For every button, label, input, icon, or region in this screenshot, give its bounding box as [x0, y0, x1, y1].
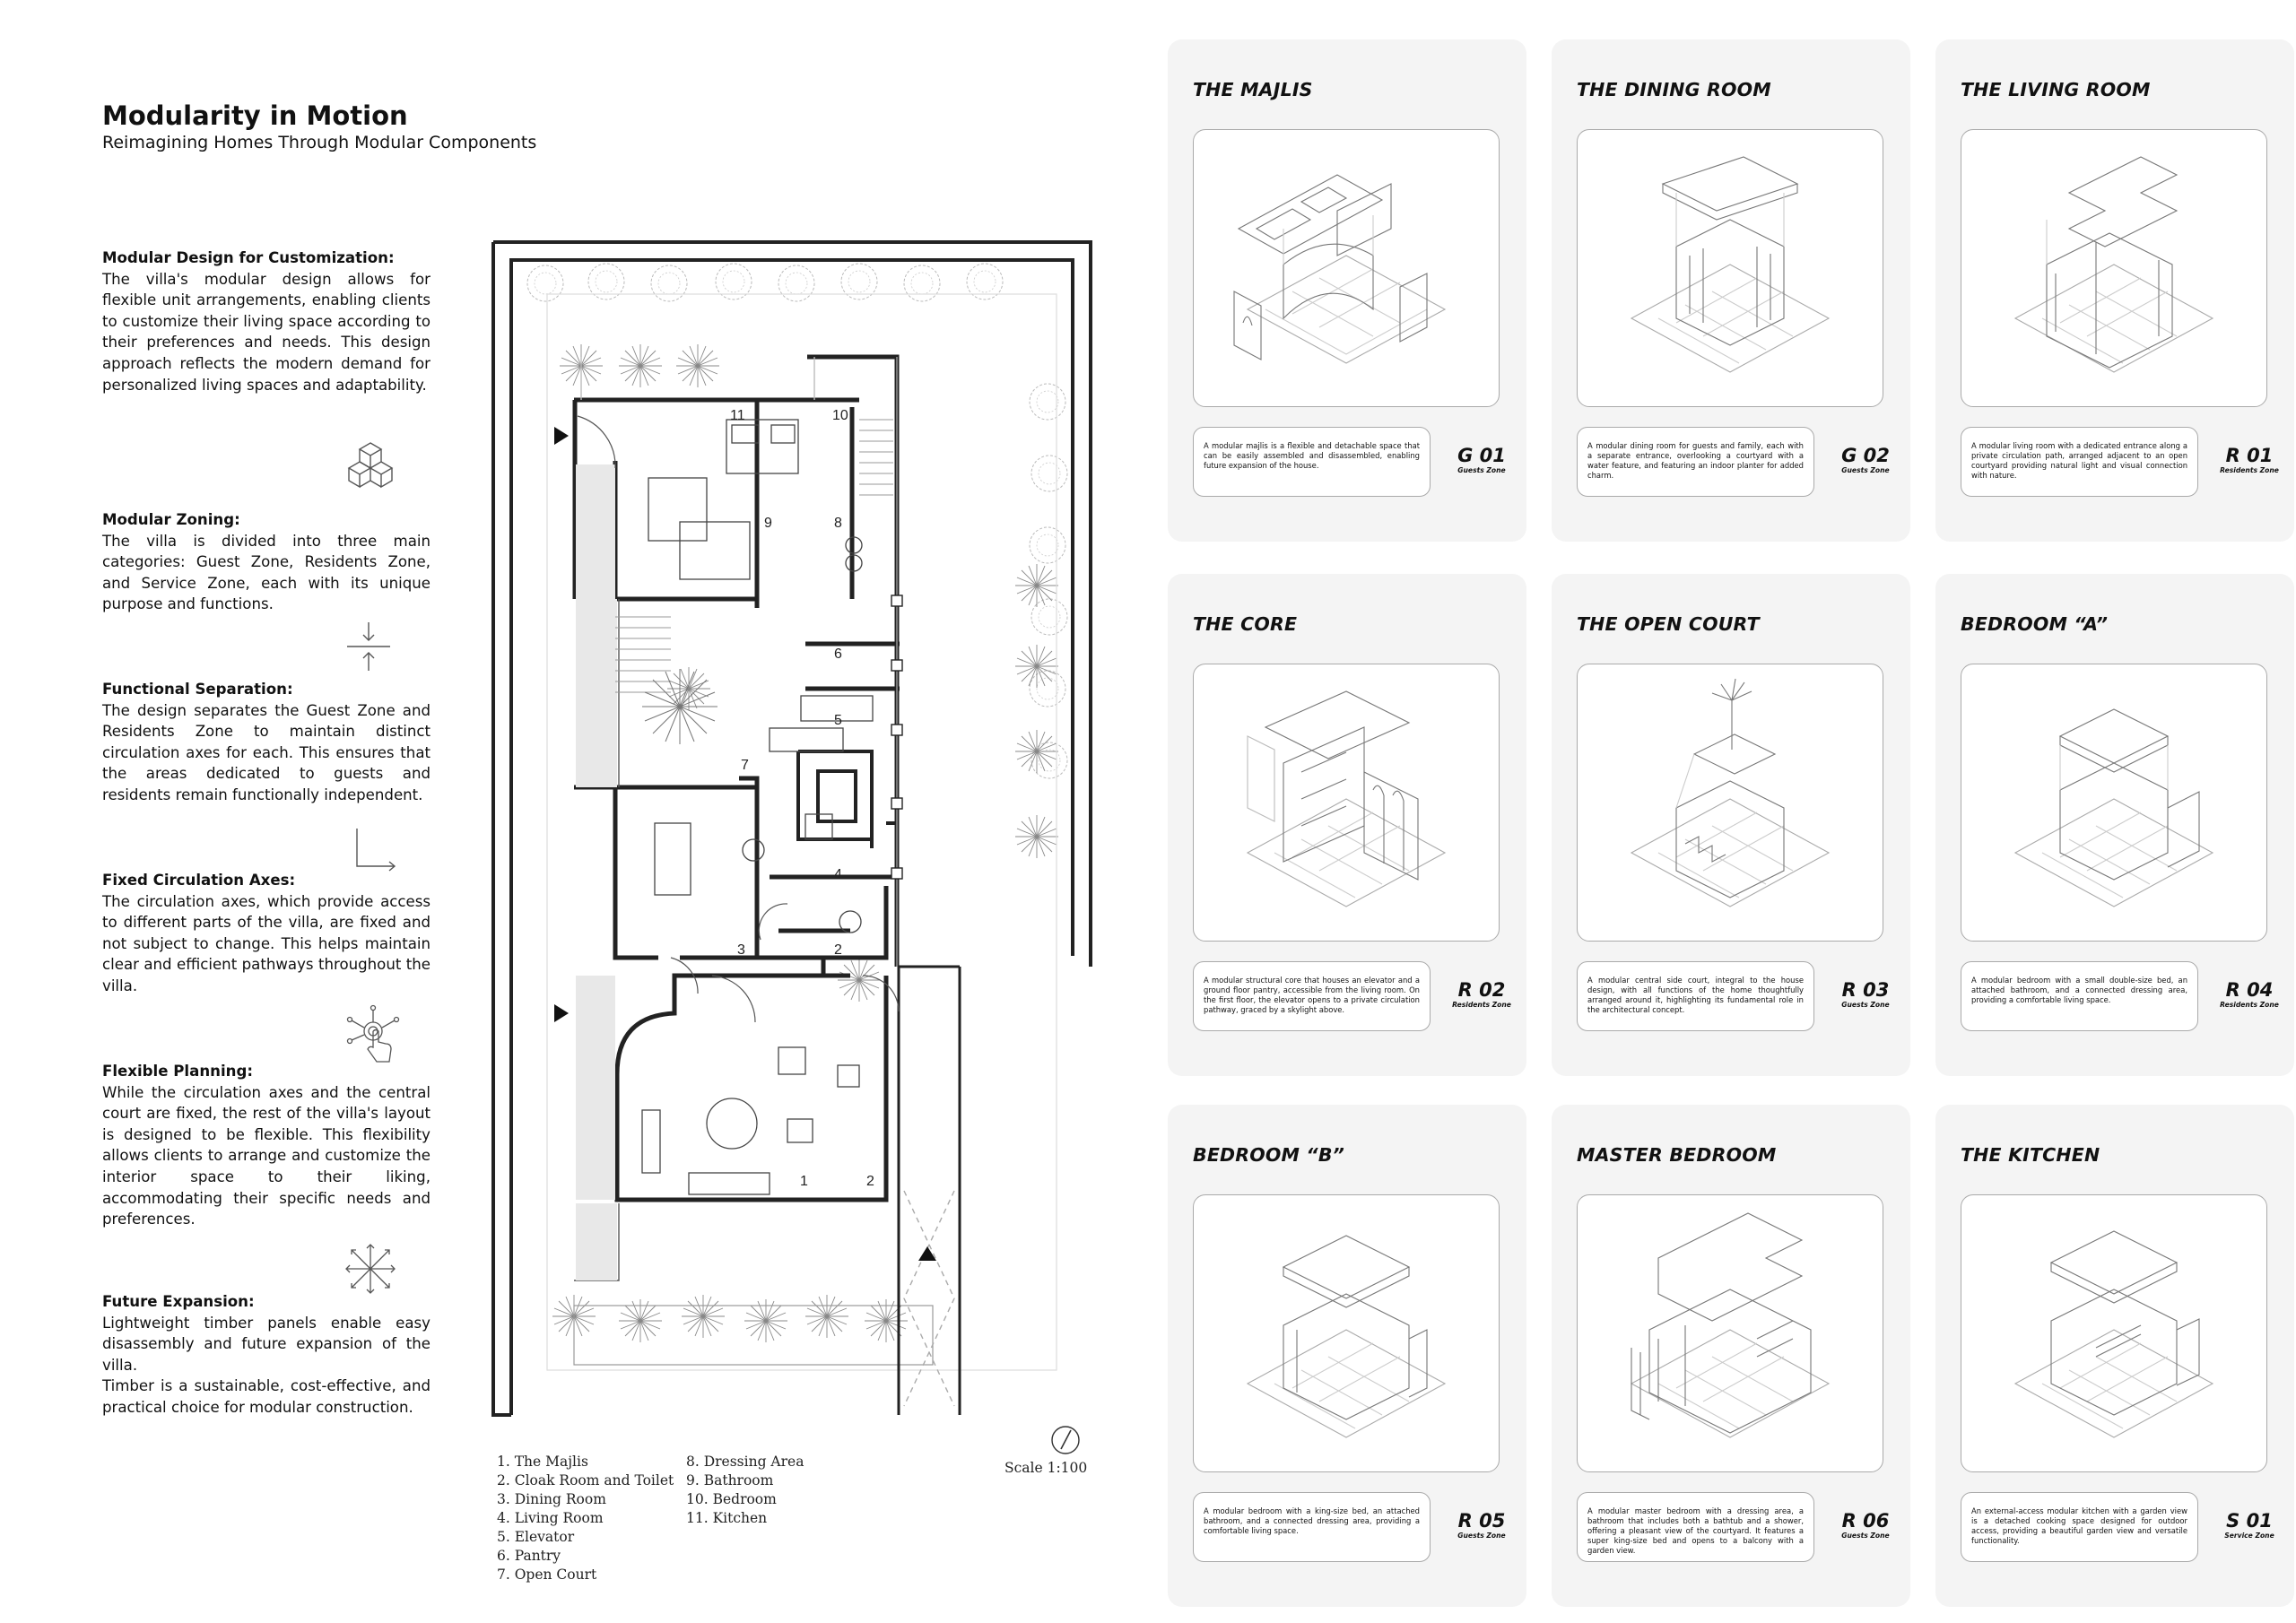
card-code-block: [1437, 979, 1526, 1009]
card-illustration: [1961, 1194, 2267, 1472]
plan-legend-col1: [497, 1453, 674, 1584]
legend-item: 5. Elevator: [497, 1529, 575, 1545]
card-code: G 02: [1841, 445, 1890, 466]
section-body: Lightweight timber panels enable easy disassembly and future expansion of the villa.: [102, 1314, 430, 1374]
card-title: BEDROOM “B”: [1193, 1144, 1345, 1166]
card-living-room: [1935, 39, 2294, 542]
section-modular-zoning: [102, 509, 430, 615]
legend-item: 11. Kitchen: [686, 1510, 768, 1526]
card-zone: Residents Zone: [2220, 466, 2279, 474]
card-description: An external-access modular kitchen with a garden view is a detached cooking space designed for outdoor access, providing a beautiful garden view and versatile functionality.: [1961, 1492, 2198, 1562]
section-future-expansion: [102, 1291, 430, 1419]
card-title: THE OPEN COURT: [1577, 613, 1760, 635]
section-heading: Modular Zoning:: [102, 511, 240, 528]
room-number: 11: [730, 408, 745, 423]
court-palm: [642, 669, 718, 744]
section-body: The design separates the Guest Zone and Residents Zone to maintain distinct circulation axes for each. This ensures that the areas dedicated to guests and residents remain functionally independent.: [102, 701, 430, 803]
kitchen-isometric: [1961, 1195, 2266, 1471]
floor-plan: [491, 240, 1101, 1444]
majlis-isometric: [1194, 130, 1499, 406]
card-code-block: [1821, 445, 1910, 474]
north-arrow-icon: [1049, 1424, 1082, 1456]
expand-arrows-icon: [341, 1239, 400, 1298]
section-functional-separation: [102, 679, 430, 806]
card-code: G 01: [1457, 445, 1506, 466]
living-isometric: [1961, 130, 2266, 406]
legend-item: 10. Bedroom: [686, 1491, 777, 1507]
garden-palms: [552, 344, 1058, 1342]
card-title: THE CORE: [1193, 613, 1298, 635]
card-code: R 05: [1457, 1510, 1506, 1532]
section-body: While the circulation axes and the central court are fixed, the rest of the villa's layout is designed to be flexible. This flexibility allows clients to arrange and customize the interior space to their liking, accommodating their specific needs and preferences.: [102, 1083, 430, 1228]
card-code-block: [1437, 1510, 1526, 1540]
page-title: Modularity in Motion: [102, 100, 408, 131]
room-number: 2: [834, 942, 842, 958]
card-dining-room: [1552, 39, 1910, 542]
room-number: 5: [834, 713, 842, 728]
card-description: A modular living room with a dedicated entrance along a private circulation path, arranged adjacent to an open courtyard providing natural light and visual connection with nature.: [1961, 427, 2198, 497]
card-illustration: [1193, 1194, 1500, 1472]
section-body: The villa is divided into three main categories: Guest Zone, Residents Zone, and Service Zone, each with its unique purpose and functions.: [102, 532, 430, 613]
card-description: A modular bedroom with a king-size bed, an attached bathroom, and a connected dressing area, providing a comfortable living space.: [1193, 1492, 1431, 1562]
legend-item: 4. Living Room: [497, 1510, 604, 1526]
card-description: A modular central side court, integral to the house design, with all functions of the home thoughtfully arranged around it, highlighting its fundamental role in the architectural concept.: [1577, 961, 1814, 1031]
dining-isometric: [1578, 130, 1883, 406]
card-bedroom-a: [1935, 574, 2294, 1076]
legend-item: 8. Dressing Area: [686, 1454, 804, 1470]
page-subtitle: Reimagining Homes Through Modular Components: [102, 133, 537, 152]
room-number: 4: [834, 867, 842, 882]
section-body: The circulation axes, which provide access to different parts of the villa, are fixed and not subject to change. This helps maintain clear and efficient pathways throughout the villa.: [102, 892, 430, 994]
room-number: 3: [737, 942, 745, 958]
court-isometric: [1578, 664, 1883, 941]
room-number: 7: [741, 758, 749, 773]
separation-arrows-icon: [344, 621, 394, 673]
axes-icon: [350, 827, 400, 873]
card-code-block: [1821, 1510, 1910, 1540]
section-heading: Future Expansion:: [102, 1293, 255, 1310]
legend-item: 2. Cloak Room and Toilet: [497, 1472, 674, 1488]
card-code: R 03: [1841, 979, 1890, 1001]
card-code: R 01: [2225, 445, 2274, 466]
card-zone: Guests Zone: [1841, 1001, 1890, 1009]
card-illustration: [1577, 664, 1883, 942]
section-body-2: Timber is a sustainable, cost-effective, and practical choice for modular construction.: [102, 1377, 430, 1416]
card-illustration: [1577, 1194, 1883, 1472]
room-number: 1: [800, 1174, 808, 1189]
section-body: The villa's modular design allows for flexible unit arrangements, enabling clients to customize their living space according to their preferences and needs. This design approach reflects the modern demand for personalized living spaces and adaptability.: [102, 270, 430, 394]
card-zone: Guests Zone: [1457, 1532, 1506, 1540]
card-description: A modular structural core that houses an elevator and a ground floor pantry, accessible from the living room. On the first floor, the elevator opens to a private circulation pathway, graced by a skylight above.: [1193, 961, 1431, 1031]
card-zone: Residents Zone: [2220, 1001, 2279, 1009]
card-description: A modular master bedroom with a dressing area, a bathroom that includes both a bathtub and a shower, offering a pleasant view of the courtyard. It features a super king-size bed and opens to a balcony with a garden view.: [1577, 1492, 1814, 1562]
card-code-block: [1437, 445, 1526, 474]
card-illustration: [1961, 664, 2267, 942]
card-zone: Guests Zone: [1841, 466, 1890, 474]
master-bedroom-isometric: [1578, 1195, 1883, 1471]
section-flexible-planning: [102, 1061, 430, 1230]
section-heading: Fixed Circulation Axes:: [102, 872, 296, 889]
bedroom-a-isometric: [1961, 664, 2266, 941]
room-number: 10: [832, 408, 848, 423]
card-zone: Service Zone: [2224, 1532, 2274, 1540]
card-description: A modular dining room for guests and family, each with a separate entrance, overlooking a courtyard with a water feature, and featuring an indoor planter for added charm.: [1577, 427, 1814, 497]
card-zone: Residents Zone: [1452, 1001, 1511, 1009]
cubes-icon: [339, 439, 402, 499]
house-walls: [574, 357, 900, 1200]
room-number: 8: [834, 516, 842, 531]
card-zone: Guests Zone: [1457, 466, 1506, 474]
section-heading: Functional Separation:: [102, 681, 293, 698]
card-master-bedroom: [1552, 1105, 1910, 1607]
card-code-block: [2205, 979, 2294, 1009]
card-bedroom-b: [1168, 1105, 1526, 1607]
plan-scale: Scale 1:100: [1004, 1460, 1088, 1476]
card-code: R 02: [1457, 979, 1506, 1001]
card-illustration: [1193, 664, 1500, 942]
card-core: [1168, 574, 1526, 1076]
bedroom-b-isometric: [1194, 1195, 1499, 1471]
card-illustration: [1961, 129, 2267, 407]
section-modular-design: [102, 247, 430, 395]
legend-item: 9. Bathroom: [686, 1472, 774, 1488]
plan-legend-col2: [686, 1453, 804, 1528]
card-title: MASTER BEDROOM: [1577, 1144, 1777, 1166]
card-illustration: [1577, 129, 1883, 407]
room-number: 9: [764, 516, 772, 531]
section-fixed-circulation: [102, 870, 430, 997]
card-description: A modular majlis is a flexible and detachable space that can be easily assembled and disassembled, enabling future expansion of the house.: [1193, 427, 1431, 497]
card-code-block: [2205, 1510, 2294, 1540]
card-code: R 04: [2225, 979, 2274, 1001]
core-block: [798, 751, 897, 848]
card-title: THE MAJLIS: [1193, 79, 1313, 100]
section-heading: Flexible Planning:: [102, 1063, 253, 1080]
legend-item: 7. Open Court: [497, 1567, 597, 1583]
room-number: 2: [866, 1174, 874, 1189]
card-title: THE LIVING ROOM: [1961, 79, 2151, 100]
card-kitchen: [1935, 1105, 2294, 1607]
card-zone: Guests Zone: [1841, 1532, 1890, 1540]
card-code-block: [2205, 445, 2294, 474]
touch-network-icon: [343, 1004, 405, 1067]
section-heading: Modular Design for Customization:: [102, 249, 395, 266]
card-code: S 01: [2226, 1510, 2273, 1532]
card-description: A modular bedroom with a small double-size bed, an attached bathroom, and a connected dressing area, providing a comfortable living space.: [1961, 961, 2198, 1031]
card-majlis: [1168, 39, 1526, 542]
room-number: 6: [834, 647, 842, 662]
core-isometric: [1194, 664, 1499, 941]
legend-item: 3. Dining Room: [497, 1491, 606, 1507]
card-code: R 06: [1841, 1510, 1890, 1532]
card-code-block: [1821, 979, 1910, 1009]
card-title: THE KITCHEN: [1961, 1144, 2100, 1166]
card-illustration: [1193, 129, 1500, 407]
card-title: THE DINING ROOM: [1577, 79, 1771, 100]
legend-item: 6. Pantry: [497, 1548, 561, 1564]
legend-item: 1. The Majlis: [497, 1454, 588, 1470]
card-open-court: [1552, 574, 1910, 1076]
card-title: BEDROOM “A”: [1961, 613, 2109, 635]
